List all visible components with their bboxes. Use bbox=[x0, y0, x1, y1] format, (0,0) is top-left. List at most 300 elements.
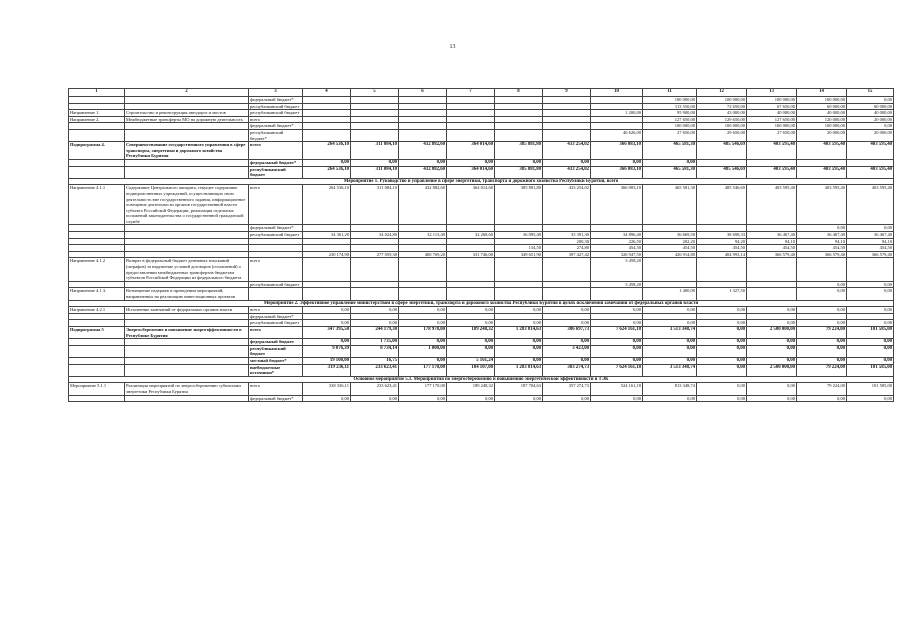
value-cell: 385 881,80 bbox=[495, 166, 543, 178]
funding-source-cell: республиканский бюджет bbox=[249, 110, 303, 117]
value-cell: 1 735,00 bbox=[351, 339, 399, 346]
value-cell: 366 579,40 bbox=[847, 251, 894, 258]
value-cell: 0,00 bbox=[697, 339, 747, 346]
value-cell bbox=[643, 281, 697, 288]
table-row bbox=[69, 281, 894, 288]
value-cell: 264 536,10 bbox=[303, 185, 351, 225]
value-cell: 0,00 bbox=[797, 357, 847, 364]
value-cell: 79 224,00 bbox=[797, 326, 847, 338]
value-cell: 0,00 bbox=[591, 395, 643, 402]
item-name-cell bbox=[125, 103, 249, 110]
funding-source-cell: республиканский бюджет bbox=[249, 166, 303, 178]
value-cell bbox=[303, 97, 351, 104]
value-cell: 465 581,30 bbox=[643, 185, 697, 225]
table-row bbox=[69, 238, 894, 245]
value-cell: 189 248,32 bbox=[447, 326, 495, 338]
item-code-cell bbox=[69, 166, 125, 178]
funding-source-cell bbox=[249, 288, 303, 300]
value-cell: 100 000,00 bbox=[697, 123, 747, 130]
item-code-cell bbox=[69, 339, 125, 346]
value-cell bbox=[303, 245, 351, 252]
item-code-cell bbox=[69, 159, 125, 166]
table-row bbox=[69, 225, 894, 232]
item-code-cell: Направление 4.2.1 bbox=[69, 307, 125, 314]
value-cell: 101 585,00 bbox=[847, 364, 894, 376]
value-cell: 127 650,00 bbox=[747, 116, 797, 123]
value-cell: 94,10 bbox=[847, 238, 894, 245]
value-cell bbox=[495, 116, 543, 123]
value-cell: 403 595,40 bbox=[847, 185, 894, 225]
value-cell bbox=[847, 159, 894, 166]
item-name-cell bbox=[125, 123, 249, 130]
value-cell: 3 458,20 bbox=[591, 258, 643, 281]
value-cell: 454,50 bbox=[643, 245, 697, 252]
value-cell: 127 650,00 bbox=[643, 116, 697, 123]
value-cell: 0,00 bbox=[847, 357, 894, 364]
funding-source-cell: всего bbox=[249, 142, 303, 160]
value-cell bbox=[495, 129, 543, 141]
value-cell: 0,00 bbox=[847, 123, 894, 130]
value-cell bbox=[797, 313, 847, 320]
item-code-cell bbox=[69, 251, 125, 258]
value-cell bbox=[797, 258, 847, 281]
value-cell: 0,00 bbox=[447, 339, 495, 346]
column-header: 11 bbox=[643, 89, 697, 97]
value-cell bbox=[447, 129, 495, 141]
value-cell bbox=[303, 103, 351, 110]
value-cell: 34 896,40 bbox=[591, 232, 643, 239]
value-cell: 366 083,10 bbox=[591, 142, 643, 160]
funding-source-cell: всего bbox=[249, 383, 303, 395]
item-name-cell: Энергосбережение и повышение энергоэффективности в Республике Бурятия bbox=[125, 326, 249, 338]
funding-source-cell: федеральный бюджет bbox=[249, 339, 303, 346]
section-row bbox=[69, 178, 894, 185]
value-cell: 349 651,90 bbox=[495, 251, 543, 258]
value-cell: 40 000,00 bbox=[847, 110, 894, 117]
value-cell: 0,00 bbox=[797, 225, 847, 232]
value-cell bbox=[399, 123, 447, 130]
value-cell: 0,00 bbox=[643, 159, 697, 166]
value-cell bbox=[351, 288, 399, 300]
value-cell: 454,50 bbox=[797, 245, 847, 252]
value-cell bbox=[543, 258, 591, 281]
column-header: 5 bbox=[351, 89, 399, 97]
value-cell: 1 400,00 bbox=[643, 288, 697, 300]
value-cell bbox=[399, 225, 447, 232]
value-cell: 0,00 bbox=[697, 345, 747, 357]
value-cell bbox=[303, 238, 351, 245]
table-row bbox=[69, 288, 894, 300]
table-row bbox=[69, 345, 894, 357]
value-cell: 274,80 bbox=[543, 245, 591, 252]
value-cell: 454,50 bbox=[847, 245, 894, 252]
value-cell: 403 595,40 bbox=[797, 166, 847, 178]
column-header: 8 bbox=[495, 89, 543, 97]
funding-source-cell: федеральный бюджет* bbox=[249, 123, 303, 130]
value-cell: 0,00 bbox=[495, 159, 543, 166]
value-cell: 385 881,80 bbox=[495, 185, 543, 225]
value-cell: 454,50 bbox=[747, 245, 797, 252]
value-cell: 27 650,00 bbox=[747, 129, 797, 141]
value-cell bbox=[447, 123, 495, 130]
funding-source-cell: всего bbox=[249, 258, 303, 281]
value-cell: 0,00 bbox=[447, 320, 495, 327]
value-cell bbox=[543, 97, 591, 104]
value-cell: 36 669,50 bbox=[643, 232, 697, 239]
value-cell bbox=[495, 288, 543, 300]
value-cell: 79 224,00 bbox=[797, 364, 847, 376]
item-name-cell bbox=[125, 166, 249, 178]
value-cell: 120 000,00 bbox=[797, 116, 847, 123]
value-cell: 226,50 bbox=[591, 238, 643, 245]
value-cell: 357 274,73 bbox=[543, 383, 591, 395]
value-cell: 60 000,00 bbox=[847, 103, 894, 110]
value-cell: 8 734,14 bbox=[351, 345, 399, 357]
value-cell: 403 595,40 bbox=[747, 185, 797, 225]
item-name-cell bbox=[125, 225, 249, 232]
value-cell: 1 200,00 bbox=[591, 110, 643, 117]
value-cell: 187 704,63 bbox=[495, 383, 543, 395]
value-cell: 403 595,40 bbox=[847, 142, 894, 160]
value-cell bbox=[543, 116, 591, 123]
value-cell: 1 327,50 bbox=[697, 288, 747, 300]
value-cell bbox=[697, 258, 747, 281]
value-cell bbox=[351, 116, 399, 123]
value-cell: 366 083,10 bbox=[591, 185, 643, 225]
value-cell: 200,30 bbox=[543, 238, 591, 245]
item-name-cell: Реализация мероприятий по энергосбережению субъектами энергетики Республики Бурятия bbox=[125, 383, 249, 395]
value-cell: 100 000,00 bbox=[797, 97, 847, 104]
value-cell: 383 274,73 bbox=[543, 364, 591, 376]
value-cell: 0,00 bbox=[351, 395, 399, 402]
value-cell: 524 161,18 bbox=[591, 383, 643, 395]
value-cell bbox=[303, 129, 351, 141]
value-cell: 184 107,08 bbox=[447, 364, 495, 376]
value-cell bbox=[447, 313, 495, 320]
table-row bbox=[69, 383, 894, 395]
table-row bbox=[69, 185, 894, 225]
value-cell: 34 024,80 bbox=[351, 232, 399, 239]
value-cell: 0,00 bbox=[303, 395, 351, 402]
value-cell: 29 650,00 bbox=[697, 129, 747, 141]
value-cell: 347 395,50 bbox=[303, 326, 351, 338]
value-cell: 403 595,40 bbox=[747, 166, 797, 178]
page-number: 13 bbox=[449, 44, 456, 50]
value-cell: 311 084,10 bbox=[351, 166, 399, 178]
value-cell: 326 947,50 bbox=[591, 251, 643, 258]
value-cell: 1 283 814,63 bbox=[495, 364, 543, 376]
value-cell bbox=[447, 288, 495, 300]
value-cell: 433 254,02 bbox=[543, 142, 591, 160]
value-cell: 0,00 bbox=[697, 320, 747, 327]
item-code-cell bbox=[69, 313, 125, 320]
section-title: Мероприятие 2. Эффективное управление министерством в сфере энергетики, транспорта и дорожного хозяйства Республики Бурятия в целях исключения замечаний от федеральных органов власти bbox=[69, 300, 894, 307]
funding-source-cell: федеральный бюджет* bbox=[249, 159, 303, 166]
value-cell: 36 467,40 bbox=[747, 232, 797, 239]
value-cell: 0,00 bbox=[495, 357, 543, 364]
funding-source-cell: всего bbox=[249, 307, 303, 314]
value-cell bbox=[303, 225, 351, 232]
value-cell bbox=[447, 116, 495, 123]
value-cell: 0,00 bbox=[399, 357, 447, 364]
value-cell: 40 000,00 bbox=[797, 110, 847, 117]
value-cell: 0,00 bbox=[591, 159, 643, 166]
value-cell: 36 467,40 bbox=[797, 232, 847, 239]
value-cell: 311 084,10 bbox=[351, 185, 399, 225]
funding-source-cell: республиканский бюджет bbox=[249, 103, 303, 110]
value-cell: 0,00 bbox=[747, 307, 797, 314]
value-cell: 0,00 bbox=[697, 383, 747, 395]
value-cell bbox=[351, 281, 399, 288]
value-cell: 0,00 bbox=[543, 395, 591, 402]
value-cell bbox=[495, 123, 543, 130]
value-cell: 0,00 bbox=[543, 159, 591, 166]
funding-source-cell bbox=[249, 238, 303, 245]
value-cell: 20 000,00 bbox=[847, 129, 894, 141]
value-cell: 7 624 161,18 bbox=[591, 326, 643, 338]
funding-source-cell: всего bbox=[249, 326, 303, 338]
value-cell: 0,00 bbox=[747, 345, 797, 357]
value-cell: 433 254,02 bbox=[543, 185, 591, 225]
item-name-cell bbox=[125, 364, 249, 376]
value-cell: 177 170,00 bbox=[399, 383, 447, 395]
value-cell: 0,00 bbox=[351, 320, 399, 327]
table-row bbox=[69, 307, 894, 314]
value-cell: 0,00 bbox=[591, 357, 643, 364]
item-code-cell bbox=[69, 357, 125, 364]
value-cell: 0,00 bbox=[697, 326, 747, 338]
value-cell: 0,00 bbox=[747, 357, 797, 364]
item-code-cell bbox=[69, 245, 125, 252]
value-cell: 0,00 bbox=[797, 281, 847, 288]
value-cell: 403 595,40 bbox=[797, 142, 847, 160]
value-cell bbox=[399, 103, 447, 110]
value-cell bbox=[495, 313, 543, 320]
value-cell: 432 882,60 bbox=[399, 166, 447, 178]
item-name-cell: Возмещение издержек в проведении мероприятий, направленных на реализацию инвестиционных проектов bbox=[125, 288, 249, 300]
column-header: 10 bbox=[591, 89, 643, 97]
funding-source-cell: республиканский бюджет bbox=[249, 320, 303, 327]
table-row bbox=[69, 123, 894, 130]
value-cell: 101 585,00 bbox=[847, 326, 894, 338]
table-row bbox=[69, 232, 894, 239]
value-cell bbox=[303, 313, 351, 320]
value-cell: 0,00 bbox=[399, 320, 447, 327]
value-cell: 0,00 bbox=[495, 320, 543, 327]
value-cell bbox=[303, 281, 351, 288]
value-cell: 113 550,00 bbox=[643, 103, 697, 110]
item-name-cell bbox=[125, 129, 249, 141]
value-cell bbox=[351, 238, 399, 245]
table-row bbox=[69, 142, 894, 160]
column-header: 1 bbox=[69, 89, 125, 97]
value-cell: 36 095,40 bbox=[495, 232, 543, 239]
table-row bbox=[69, 364, 894, 376]
value-cell: 319 236,11 bbox=[303, 364, 351, 376]
value-cell: 277 059,30 bbox=[351, 251, 399, 258]
value-cell bbox=[543, 225, 591, 232]
value-cell bbox=[447, 238, 495, 245]
funding-source-cell: республиканский бюджет bbox=[249, 345, 303, 357]
value-cell: 2 500 000,00 bbox=[747, 326, 797, 338]
value-cell: 0,00 bbox=[643, 339, 697, 346]
value-cell: 233 623,41 bbox=[351, 383, 399, 395]
value-cell: 5 161,24 bbox=[447, 357, 495, 364]
value-cell: 3 513 348,74 bbox=[643, 326, 697, 338]
value-cell bbox=[447, 281, 495, 288]
value-cell: 0,00 bbox=[399, 159, 447, 166]
value-cell: 386 697,73 bbox=[543, 326, 591, 338]
value-cell bbox=[447, 225, 495, 232]
value-cell: 364 014,60 bbox=[447, 185, 495, 225]
value-cell: 38 698,33 bbox=[697, 232, 747, 239]
value-cell: 0,00 bbox=[399, 307, 447, 314]
value-cell: 20 000,00 bbox=[847, 116, 894, 123]
value-cell: 0,00 bbox=[697, 395, 747, 402]
value-cell: 0,00 bbox=[303, 339, 351, 346]
value-cell: 230 174,90 bbox=[303, 251, 351, 258]
value-cell: 0,00 bbox=[797, 320, 847, 327]
value-cell bbox=[495, 97, 543, 104]
section-row bbox=[69, 376, 894, 383]
value-cell bbox=[747, 281, 797, 288]
value-cell: 1 800,00 bbox=[399, 345, 447, 357]
value-cell: 43 000,00 bbox=[697, 110, 747, 117]
item-name-cell: Возврат в федеральный бюджет денежных взысканий (штрафов) за нарушение условий договоров (соглашений) о предоставлении межбюджетных трансфертов бюджетам субъектов Российской Федерации из федерального бюджета bbox=[125, 258, 249, 281]
header-row bbox=[69, 89, 894, 97]
value-cell: 0,00 bbox=[495, 339, 543, 346]
value-cell: 485 546,69 bbox=[697, 185, 747, 225]
funding-source-cell: местный бюджет* bbox=[249, 357, 303, 364]
item-code-cell bbox=[69, 129, 125, 141]
value-cell bbox=[591, 313, 643, 320]
value-cell: 0,00 bbox=[847, 281, 894, 288]
table-row bbox=[69, 339, 894, 346]
value-cell: 0,00 bbox=[543, 320, 591, 327]
value-cell bbox=[591, 97, 643, 104]
item-name-cell: Совершенствование государственного управления в сфере транспорта, энергетики и дорожного хозяйства Республики Бурятия bbox=[125, 142, 249, 160]
value-cell bbox=[399, 129, 447, 141]
item-code-cell: Направление 2. bbox=[69, 116, 125, 123]
value-cell: 0,00 bbox=[495, 307, 543, 314]
value-cell: 0,00 bbox=[847, 307, 894, 314]
value-cell: 0,00 bbox=[697, 357, 747, 364]
value-cell: 177 170,00 bbox=[399, 364, 447, 376]
item-code-cell bbox=[69, 123, 125, 130]
value-cell bbox=[399, 258, 447, 281]
item-name-cell bbox=[125, 238, 249, 245]
section-row bbox=[69, 300, 894, 307]
value-cell: 397 427,42 bbox=[543, 251, 591, 258]
column-header: 13 bbox=[747, 89, 797, 97]
item-name-cell bbox=[125, 395, 249, 402]
column-header: 2 bbox=[125, 89, 249, 97]
value-cell: 34 361,20 bbox=[303, 232, 351, 239]
funding-source-cell: республиканский бюджет bbox=[249, 232, 303, 239]
value-cell: 465 581,30 bbox=[643, 142, 697, 160]
value-cell: 0,00 bbox=[747, 320, 797, 327]
value-cell bbox=[643, 313, 697, 320]
value-cell: 100 000,00 bbox=[747, 123, 797, 130]
value-cell bbox=[591, 225, 643, 232]
value-cell: 0,00 bbox=[303, 307, 351, 314]
item-code-cell: Подпрограмма 5 bbox=[69, 326, 125, 338]
value-cell bbox=[495, 281, 543, 288]
value-cell: 331 746,00 bbox=[447, 251, 495, 258]
value-cell: 404 993,14 bbox=[697, 251, 747, 258]
value-cell: 0,00 bbox=[747, 395, 797, 402]
value-cell: 95 900,00 bbox=[643, 110, 697, 117]
table-row bbox=[69, 97, 894, 104]
value-cell bbox=[543, 281, 591, 288]
value-cell bbox=[495, 238, 543, 245]
column-header: 6 bbox=[399, 89, 447, 97]
value-cell bbox=[303, 110, 351, 117]
value-cell: 433 254,02 bbox=[543, 166, 591, 178]
value-cell bbox=[495, 110, 543, 117]
item-code-cell: Направление 4.1.1 bbox=[69, 185, 125, 225]
item-code-cell: Мероприятие 5.1.1 bbox=[69, 383, 125, 395]
item-code-cell bbox=[69, 281, 125, 288]
funding-source-cell: всего bbox=[249, 116, 303, 123]
value-cell: 2 500 000,00 bbox=[747, 364, 797, 376]
value-cell: 0,00 bbox=[847, 225, 894, 232]
column-header: 15 bbox=[847, 89, 894, 97]
item-code-cell bbox=[69, 232, 125, 239]
column-header: 14 bbox=[797, 89, 847, 97]
value-cell bbox=[447, 258, 495, 281]
item-code-cell bbox=[69, 345, 125, 357]
table-row bbox=[69, 116, 894, 123]
value-cell bbox=[543, 313, 591, 320]
item-name-cell bbox=[125, 313, 249, 320]
value-cell: 400 769,20 bbox=[399, 251, 447, 258]
value-cell bbox=[495, 225, 543, 232]
value-cell: 32 113,40 bbox=[399, 232, 447, 239]
value-cell bbox=[399, 281, 447, 288]
item-code-cell: Направление 4.1.3. bbox=[69, 288, 125, 300]
value-cell: 366 579,40 bbox=[797, 251, 847, 258]
value-cell: 0,00 bbox=[543, 357, 591, 364]
item-name-cell bbox=[125, 251, 249, 258]
value-cell: 432 882,60 bbox=[399, 142, 447, 160]
value-cell: 100 000,00 bbox=[797, 123, 847, 130]
value-cell bbox=[447, 110, 495, 117]
value-cell bbox=[351, 313, 399, 320]
value-cell bbox=[447, 97, 495, 104]
funding-source-cell: федеральный бюджет* bbox=[249, 97, 303, 104]
value-cell bbox=[591, 123, 643, 130]
value-cell: 366 579,40 bbox=[747, 251, 797, 258]
funding-source-cell: федеральный бюджет* bbox=[249, 225, 303, 232]
value-cell: 0,00 bbox=[643, 307, 697, 314]
value-cell: 0,00 bbox=[847, 345, 894, 357]
value-cell bbox=[351, 97, 399, 104]
value-cell bbox=[543, 129, 591, 141]
funding-source-cell: республиканский бюджет* bbox=[249, 129, 303, 141]
value-cell: 366 083,10 bbox=[591, 166, 643, 178]
value-cell bbox=[303, 123, 351, 130]
value-cell bbox=[643, 258, 697, 281]
value-cell bbox=[351, 245, 399, 252]
value-cell: 0,00 bbox=[591, 307, 643, 314]
value-cell bbox=[303, 288, 351, 300]
value-cell bbox=[747, 225, 797, 232]
value-cell bbox=[351, 258, 399, 281]
column-header: 7 bbox=[447, 89, 495, 97]
value-cell bbox=[447, 245, 495, 252]
value-cell: 0,00 bbox=[643, 395, 697, 402]
